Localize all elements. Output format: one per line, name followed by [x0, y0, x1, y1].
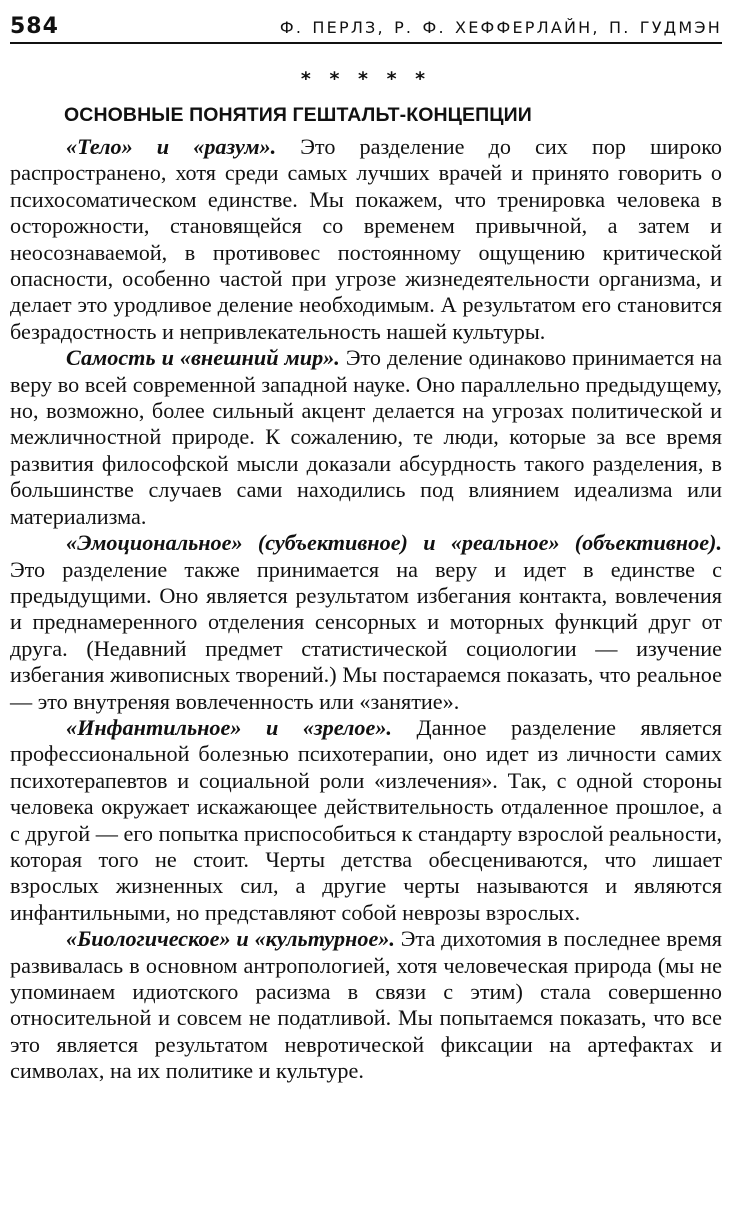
section-title: ОСНОВНЫЕ ПОНЯТИЯ ГЕШТАЛЬТ-КОНЦЕПЦИИ — [64, 104, 532, 126]
paragraph-term: «Тело» и «разум». — [66, 134, 277, 159]
paragraph-term: Самость и «внешний мир». — [66, 345, 340, 371]
paragraph-self-external-world — [10, 345, 722, 530]
page-number: 584 — [10, 14, 59, 39]
paragraph-text: Это деление одинаково принимается на веру во всей современной западной науке. Оно параллельно предыдущему, но, возможно, более сильный акцент делается на угрозах политической и межличностной природе. К сожалению, те люди, которые за все время развития философской мысли доказали абсурдность такого разделения, в большинстве случаев сами находились под влиянием идеализма или материализма. — [10, 345, 722, 529]
running-header-authors: Ф. ПЕРЛЗ, Р. Ф. ХЕФФЕРЛАЙН, П. ГУДМЭН — [279, 18, 722, 37]
paragraph-text: Это разделение также принимается на веру и идет в единстве с предыдущими. Оно является результатом избегания контакта, вовлечения и преднамеренного отделения сенсорных и моторных функций друг от друга. (Недавний предмет статистической социологии — изучение избегания живописных творений.) Мы постараемся показать, что реальное — это внутреняя вовлеченность или «занятие». — [10, 556, 722, 714]
paragraph-term: «Инфантильное» и «зрелое». — [66, 714, 392, 740]
paragraph-body-mind — [10, 134, 722, 345]
paragraph-text: Данное разделение является профессиональной болезнью психотерапии, оно идет из личности самих психотерапевтов и социальной роли «излечения». Так, с одной стороны человека окружает искажающее действительность отдаленное прошлое, а с другой — его попытка приспособиться к стандарту взрослой реальности, которая того не стоит. Черты детства обесцениваются, что лишает взрослых жизненных сил, а другие черты называются и являются инфантильными, но представляют собой неврозы взрослых. — [10, 714, 723, 925]
paragraph-text: Эта дихотомия в последнее время развивалась в основном антропологией, хотя человеческая природа (мы не упоминаем идиотского расизма в связи с этим) стала совершенно относительной и совсем не податливой. Мы попытаемся показать, что все это является результатом невротической фиксации на артефактах и символах, на их политике и культуре. — [10, 926, 722, 1084]
paragraph-emotional-real — [10, 530, 722, 715]
paragraph-text: Это разделение до сих пор широко распространено, хотя среди самых лучших врачей и принято говорить о психосоматическом единстве. Мы покажем, что тренировка человека в осторожности, становящейся со временем привычной, а затем и неосознаваемой, в противовес постоянному ощущению критической опасности, особенно частой при угрозе жизнедеятельности организма, и делает это уродливое деление необходимым. А результатом его становится безрадостность и непривлекательность нашей культуры. — [10, 134, 722, 344]
paragraph-biological-cultural — [10, 926, 722, 1084]
paragraph-term: «Биологическое» и «культурное». — [66, 926, 395, 952]
running-header — [10, 14, 722, 44]
section-separator: * * * * * — [300, 68, 432, 90]
book-page — [10, 14, 722, 1085]
body-text — [10, 134, 722, 1085]
paragraph-infantile-mature — [10, 715, 722, 926]
paragraph-term: «Эмоциональное» (субъективное) и «реальное» (объективное). — [66, 530, 722, 556]
